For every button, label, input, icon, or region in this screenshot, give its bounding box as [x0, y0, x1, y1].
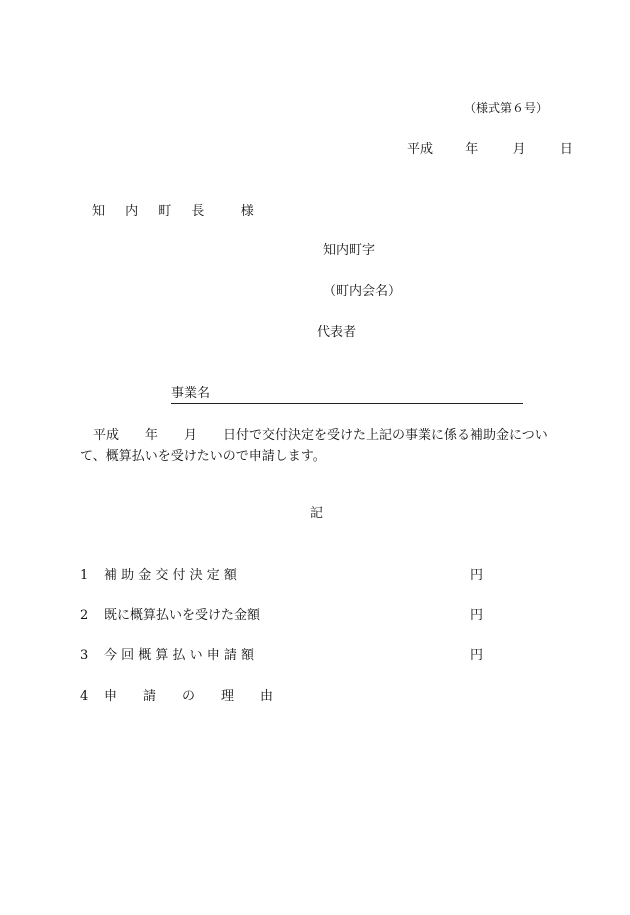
item-1-unit: 円: [470, 568, 484, 583]
addressee-name: 知 内 町 長: [92, 204, 213, 219]
applicant-address: 知内町字: [323, 243, 376, 258]
applicant-representative: 代表者: [317, 325, 357, 340]
item-label: 補 助 金 交 付 決 定 額: [104, 568, 237, 583]
item-3: [80, 648, 254, 664]
project-name-line: [171, 386, 523, 404]
date-year: 年: [465, 142, 479, 157]
project-label: 事業名: [171, 386, 211, 401]
item-number: 1: [80, 568, 89, 583]
addressee-honorific: 様: [240, 204, 254, 219]
item-1: [80, 568, 237, 584]
date-line: [407, 142, 573, 158]
item-number: 4: [80, 689, 89, 704]
item-2-unit: 円: [470, 608, 484, 623]
ki-heading: 記: [310, 506, 324, 521]
item-label: 申 請 の 理 由: [104, 689, 274, 704]
item-3-unit: 円: [470, 648, 484, 663]
applicant-association: （町内会名）: [323, 284, 402, 299]
date-era: 平成: [407, 142, 434, 157]
item-2: [80, 608, 260, 624]
item-label: 既に概算払いを受けた金額: [104, 608, 261, 623]
item-4: [80, 689, 273, 705]
item-number: 2: [80, 608, 89, 623]
date-day: 日: [559, 142, 573, 157]
addressee: [92, 204, 254, 220]
form-number: （様式第６号）: [463, 101, 548, 115]
date-month: 月: [512, 142, 526, 157]
item-number: 3: [80, 648, 89, 663]
item-label: 今 回 概 算 払 い 申 請 額: [104, 648, 255, 663]
application-statement: 平成 年 月 日付で交付決定を受けた上記の事業に係る補助金について、概算払いを受けたいので申請します。: [80, 428, 548, 464]
